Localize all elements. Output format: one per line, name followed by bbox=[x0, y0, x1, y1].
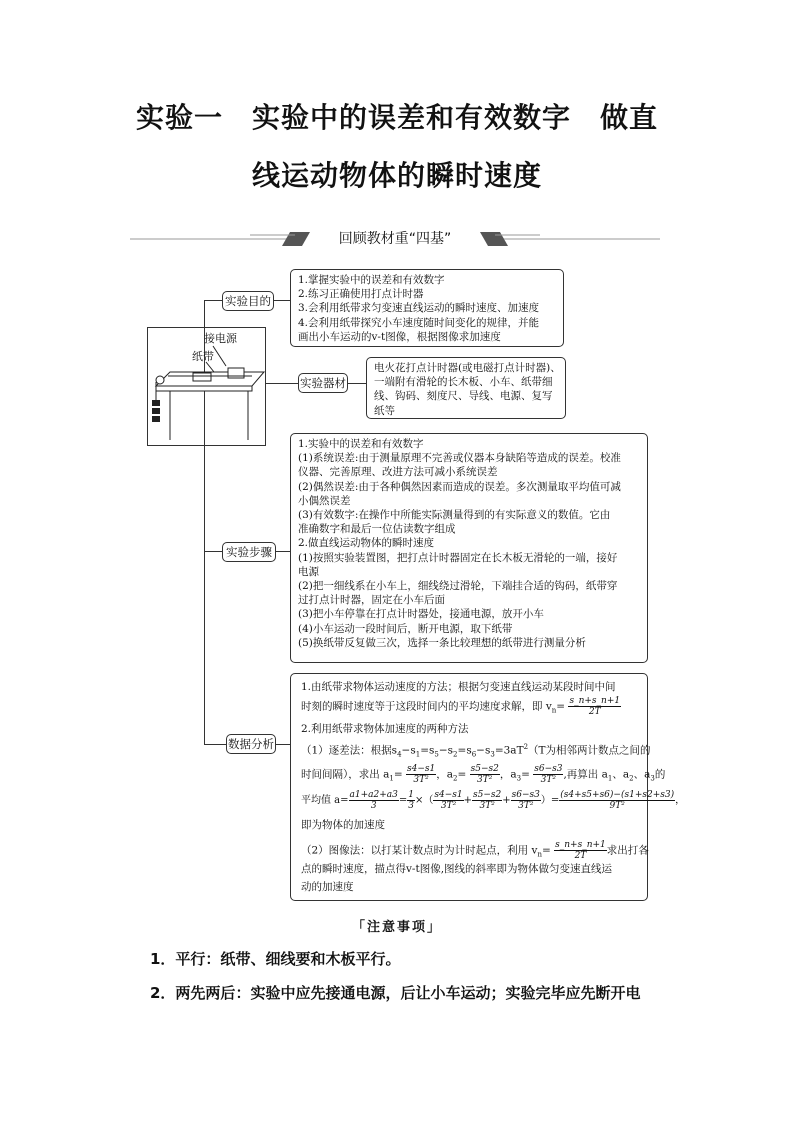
result-fraction: $\frac{(s4+s5+s6)-(s1+s2+s3)}{\text{9T²}}$ bbox=[560, 790, 675, 811]
analysis-label: 数据分析 bbox=[226, 734, 276, 754]
connector bbox=[276, 551, 290, 552]
steps-line: 仪器、完善原理、改进方法可减小系统误差 bbox=[298, 466, 498, 479]
notes-header: 「注意事项」 bbox=[351, 920, 442, 935]
equipment-line: 电火花打点计时器(或电磁打点计时器)、 bbox=[374, 362, 561, 374]
b3-fraction: $\frac{s6-s3}{\text{3T²}}$ bbox=[511, 790, 540, 811]
analysis-line: 即为物体的加速度 bbox=[301, 819, 385, 831]
connector bbox=[266, 383, 298, 384]
analysis-line: （1）逐差法：根据$s_4-s_1=s_5-s_2=s_6-s_3=3aT^2(T$为相邻两计数点之间的 bbox=[301, 743, 651, 759]
steps-line: 1.实验中的误差和有效数字 bbox=[298, 438, 424, 450]
analysis-line: （2）图像法：以打某计数点时为计时起点，利用 $v_n=$ $\frac{s\_n+s\_n+1}{2T}$ 求出打各 bbox=[301, 840, 649, 861]
steps-line: (1)按照实验装置图，把打点计时器固定在长木板无滑轮的一端，接好 bbox=[298, 551, 618, 564]
a2-fraction: $\frac{s5-s2}{\text{3T²}}$ bbox=[470, 764, 499, 785]
connector bbox=[348, 383, 366, 384]
steps-label: 实验步骤 bbox=[222, 542, 276, 562]
purpose-line: 2.练习正确使用打点计时器 bbox=[298, 288, 424, 301]
equipment-label: 实验器材 bbox=[298, 373, 348, 393]
purpose-label: 实验目的 bbox=[222, 291, 274, 311]
steps-line: (4)小车运动一段时间后，断开电源，取下纸带 bbox=[298, 622, 513, 635]
vn2-fraction: $\frac{s\_n+s\_n+1}{2T}$ bbox=[555, 840, 606, 861]
steps-line: 小偶然误差 bbox=[298, 494, 351, 507]
vn-fraction: $\frac{s\_n+s\_n+1}{2T}$ bbox=[569, 696, 621, 717]
connector bbox=[204, 551, 222, 552]
a1-fraction: $\frac{s4-s1}{\text{3T²}}$ bbox=[406, 764, 436, 785]
analysis-line: 时间间隔），求出 $a_1=$ $\frac{s4-s1}{\text{3T²}}$ ，$a_2=$ $\frac{s5-s2}{\text{3T²}}$ ，$a_3=$ $\frac{s6-s3}{\text{3T²}}$ ,再算出 $a_1$、$a_2$、$a_3$的 bbox=[301, 764, 666, 785]
steps-line: 2.做直线运动物体的瞬时速度 bbox=[298, 537, 435, 550]
connector bbox=[204, 744, 226, 745]
a3-fraction: $\frac{s6-s3}{\text{3T²}}$ bbox=[534, 764, 563, 785]
analysis-line: 平均值 a= $\frac{a1+a2+a3}{3}$ = $\frac{1}{3}$ ×（ $\frac{s4-s1}{\text{3T²}}$ + $\frac{s5-s2}{\text{3T²}}$ + $\frac{s6-s3}{\text{3T²}}$ ）= $\frac{(s4+s5+s6)-(s1+s2+s3)}{\text{9T²}}$ ， bbox=[301, 790, 686, 811]
third-fraction: $\frac{1}{3}$ bbox=[408, 790, 415, 811]
avg-fraction: $\frac{a1+a2+a3}{3}$ bbox=[349, 790, 398, 811]
banner-text: 回顾教材重“四基” bbox=[338, 231, 452, 247]
steps-line: (3)把小车停靠在打点计时器处，接通电源，放开小车 bbox=[298, 608, 544, 621]
steps-line: (2)把一细线系在小车上，细线绕过滑轮，下端挂合适的钩码，纸带穿 bbox=[298, 580, 618, 593]
page-title-line2: 线运动物体的瞬时速度 bbox=[251, 159, 542, 192]
analysis-line: 动的加速度 bbox=[301, 881, 354, 893]
section-banner bbox=[130, 228, 660, 250]
equipment-line: 一端附有滑轮的长木板、小车、纸带细 bbox=[374, 376, 553, 389]
connector bbox=[204, 300, 222, 301]
steps-line: 过打点计时器，固定在小车后面 bbox=[298, 594, 445, 607]
equipment-box bbox=[366, 357, 566, 419]
power-label: 接电源 bbox=[204, 332, 237, 345]
analysis-line: 时刻的瞬时速度等于这段时间内的平均速度求解，即 $v_n=$ $\frac{s\_n+s\_n+1}{2T}$ bbox=[301, 696, 621, 717]
apparatus-figure bbox=[147, 327, 266, 446]
steps-box bbox=[290, 433, 648, 663]
steps-line: 电源 bbox=[298, 565, 319, 578]
purpose-line: 1.掌握实验中的误差和有效数字 bbox=[298, 274, 445, 286]
analysis-box bbox=[290, 673, 686, 901]
connector bbox=[276, 744, 290, 745]
steps-line: (5)换纸带反复做三次，选择一条比较理想的纸带进行测量分析 bbox=[298, 636, 586, 649]
note-item: 2．两先两后：实验中应先接通电源，后让小车运动；实验完毕应先断开电 bbox=[150, 984, 641, 1002]
steps-line: (3)有效数字:在操作中所能实际测量得到的有实际意义的数值。它由 bbox=[298, 509, 611, 522]
page-title-line1: 实验一 实验中的误差和有效数字 做直 bbox=[135, 101, 658, 134]
equipment-line: 线、钩码、刻度尺、导线、电源、复写 bbox=[374, 390, 553, 403]
purpose-line: 4.会利用纸带探究小车速度随时间变化的规律，并能 bbox=[298, 316, 540, 329]
note-item: 1．平行：纸带、细线要和木板平行。 bbox=[150, 950, 401, 968]
analysis-line: 1.由纸带求物体运动速度的方法；根据匀变速直线运动某段时间中间 bbox=[301, 681, 616, 693]
steps-line: (2)偶然误差:由于各种偶然因素而造成的误差。多次测量取平均值可减 bbox=[298, 480, 621, 493]
steps-line: (1)系统误差:由于测量原理不完善或仪器本身缺陷等造成的误差。校准 bbox=[298, 452, 621, 465]
b1-fraction: $\frac{s4-s1}{\text{3T²}}$ bbox=[434, 790, 463, 811]
analysis-line: 点的瞬时速度，描点得v-t图像,图线的斜率即为物体做匀变速直线运 bbox=[301, 863, 613, 875]
purpose-line: 画出小车运动的v-t图像，根据图像求加速度 bbox=[298, 330, 501, 343]
purpose-box bbox=[290, 269, 564, 347]
steps-line: 准确数字和最后一位估读数字组成 bbox=[298, 523, 456, 536]
analysis-line: 2.利用纸带求物体加速度的两种方法 bbox=[301, 723, 469, 735]
b2-fraction: $\frac{s5-s2}{\text{3T²}}$ bbox=[473, 790, 502, 811]
connector bbox=[274, 300, 290, 301]
tape-label: 纸带 bbox=[192, 350, 214, 363]
purpose-line: 3.会利用纸带求匀变速直线运动的瞬时速度、加速度 bbox=[298, 302, 540, 315]
equipment-line: 纸等 bbox=[374, 404, 395, 417]
apparatus-drawing bbox=[148, 328, 267, 447]
